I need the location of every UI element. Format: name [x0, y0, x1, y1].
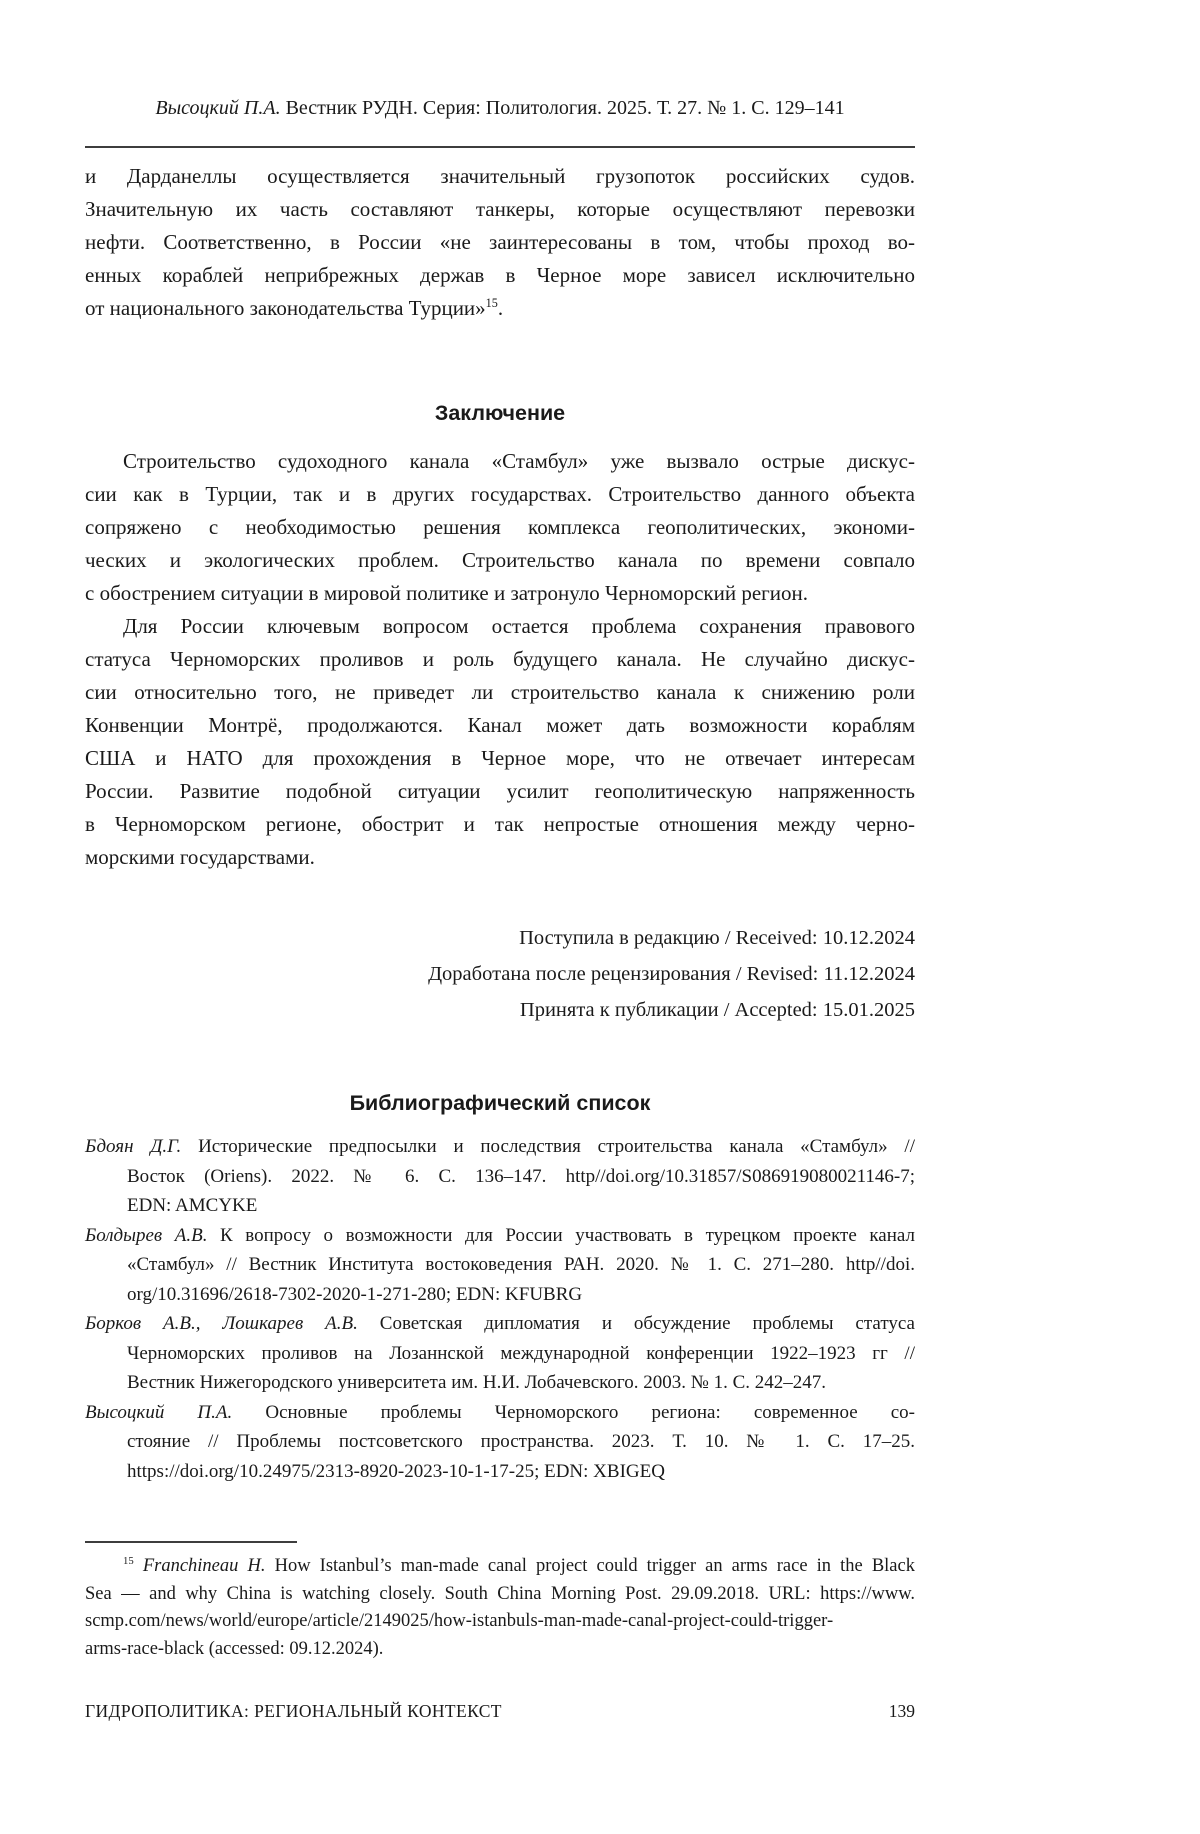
- text-line: Болдырев А.В. К вопросу о возможности для России участвовать в турецком проекте канал: [85, 1224, 915, 1246]
- text-line: https://doi.org/10.24975/2313-8920-2023-10-1-17-25; EDN: XBIGEQ: [127, 1460, 665, 1482]
- footer-section-title: ГИДРОПОЛИТИКА: РЕГИОНАЛЬНЫЙ КОНТЕКСТ: [85, 1701, 502, 1721]
- text-line: «Стамбул» // Вестник Института востоковедения РАН. 2020. № 1. С. 271–280. http//doi.: [127, 1254, 915, 1275]
- conclusion-heading: Заключение: [434, 401, 566, 425]
- text-line: и Дарданеллы осуществляется значительный грузопоток российских судов.: [85, 164, 915, 188]
- text-line: Значительную их часть составляют танкеры, которые осуществляют перевозки: [85, 197, 915, 221]
- text-line: Черноморских проливов на Лозаннской международной конференции 1922–1923 гг //: [127, 1342, 915, 1364]
- text-line: стояние // Проблемы постсоветского пространства. 2023. Т. 10. № 1. С. 17–25.: [127, 1431, 915, 1452]
- text-line: Вестник Нижегородского университета им. Н.И. Лобачевского. 2003. № 1. С. 242–247.: [127, 1372, 827, 1393]
- footer-page-number: 139: [888, 1701, 915, 1721]
- text-line: России. Развитие подобной ситуации усилит геополитическую напряженность: [85, 779, 915, 803]
- footnote-rule: [85, 1541, 297, 1543]
- running-header: Высоцкий П.А. Вестник РУДН. Серия: Политология. 2025. Т. 27. № 1. С. 129–141: [155, 97, 845, 119]
- text-line: в Черноморском регионе, обострит и так непростые отношения между черно-: [85, 812, 915, 836]
- text-line: сии как в Турции, так и в других государствах. Строительство данного объекта: [85, 482, 915, 506]
- conclusion-paragraph-2: [85, 610, 915, 874]
- text-line: морскими государствами.: [85, 845, 315, 869]
- text-line: США и НАТО для прохождения в Черное море, что не отвечает интересам: [85, 746, 915, 770]
- text-line: Борков А.В., Лошкарев А.В. Советская дипломатия и обсуждение проблемы статуса: [85, 1313, 915, 1334]
- text-line: нефти. Соответственно, в России «не заинтересованы в том, чтобы проход во-: [85, 230, 915, 254]
- footnote-15: [85, 1553, 915, 1663]
- bibliography-entry-1: [85, 1132, 915, 1221]
- bibliography-heading: Библиографический список: [349, 1091, 651, 1115]
- text-line: сии относительно того, не приведет ли строительство канала к снижению роли: [85, 680, 915, 704]
- text-line: Восток (Oriens). 2022. № 6. С. 136–147. http//doi.org/10.31857/S086919080021146-7;: [127, 1165, 915, 1187]
- text-line: EDN: AMCYKE: [127, 1195, 258, 1216]
- text-line: Конвенции Монтрё, продолжаются. Канал может дать возможности кораблям: [85, 713, 915, 737]
- bibliography-list: [85, 1132, 915, 1486]
- text-line: $^{15}$ Franchineau H. How Istanbul’s man-made canal project could trigger an arms race in the Black: [123, 1554, 915, 1576]
- text-line: Бдоян Д.Г. Исторические предпосылки и последствия строительства канала «Стамбул» //: [85, 1136, 915, 1157]
- text-line: с обострением ситуации в мировой политике и затронуло Черноморский регион.: [85, 581, 809, 605]
- text-line: scmp.com/news/world/europe/article/2149025/how-istanbuls-man-made-canal-project-could-trigger-: [85, 1611, 834, 1631]
- text-line: Высоцкий П.А. Основные проблемы Черноморского региона: современное со-: [85, 1401, 915, 1423]
- bibliography-entry-3: [85, 1309, 915, 1398]
- revised-date: Доработана после рецензирования / Revised: 11.12.2024: [428, 963, 915, 985]
- text-line: Строительство судоходного канала «Стамбул» уже вызвало острые дискус-: [123, 449, 915, 473]
- text-line: arms-race-black (accessed: 09.12.2024).: [85, 1638, 384, 1659]
- received-date: Поступила в редакцию / Received: 10.12.2024: [519, 927, 915, 949]
- header-rule: [85, 146, 915, 148]
- conclusion-section: [85, 445, 915, 874]
- text-line: от национального законодательства Турции»$^{15}$.: [85, 296, 504, 320]
- text-line: статуса Черноморских проливов и роль будущего канала. Не случайно дискус-: [85, 647, 915, 671]
- text-line: енных кораблей неприбрежных держав в Черное море зависел исключительно: [85, 263, 915, 287]
- bibliography-entry-4: [85, 1398, 915, 1487]
- submission-dates: [85, 920, 915, 1028]
- text-line: ческих и экологических проблем. Строительство канала по времени совпало: [85, 548, 915, 572]
- accepted-date: Принята к публикации / Accepted: 15.01.2025: [519, 999, 915, 1021]
- bibliography-entry-2: [85, 1221, 915, 1310]
- text-line: org/10.31696/2618-7302-2020-1-271-280; EDN: KFUBRG: [127, 1283, 583, 1305]
- text-line: Sea — and why China is watching closely. South China Morning Post. 29.09.2018. URL: https://www.: [85, 1583, 915, 1604]
- paragraph-continuation: [85, 160, 915, 325]
- text-line: сопряжено с необходимостью решения комплекса геополитических, экономи-: [85, 515, 915, 539]
- conclusion-paragraph-1: [85, 445, 915, 610]
- text-line: Для России ключевым вопросом остается проблема сохранения правового: [123, 614, 915, 638]
